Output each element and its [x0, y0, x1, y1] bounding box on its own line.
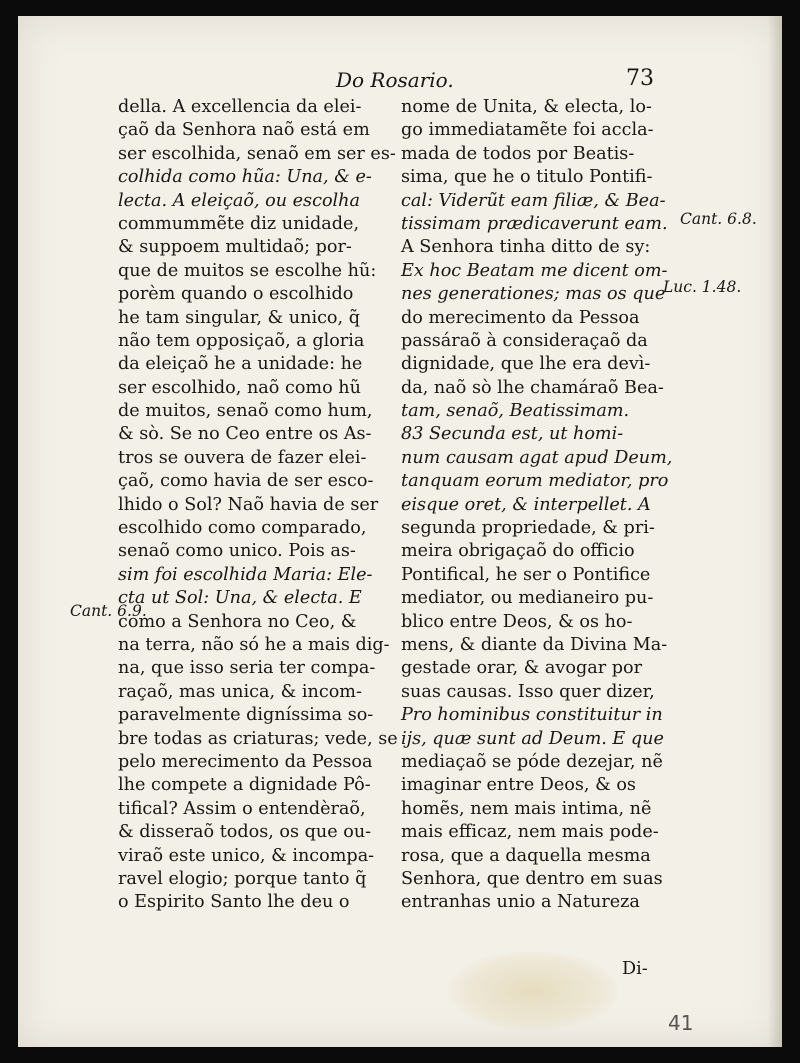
right-column-line: rosa, que a daquella mesma	[401, 845, 651, 866]
right-column-line: cal: Viderũt eam filiæ, & Bea-	[401, 190, 666, 211]
page-edge-shadow	[768, 16, 782, 1047]
right-column-line: homẽs, nem mais intima, nẽ	[401, 798, 652, 819]
right-column-line: Ex hoc Beatam me dicent om-	[401, 260, 668, 281]
left-column-line: & sò. Se no Ceo entre os As-	[118, 424, 372, 445]
left-column-line: escolhido como comparado,	[118, 518, 367, 539]
book-page	[18, 16, 782, 1047]
margin-note-cant-left: Cant. 6.9.	[70, 602, 147, 620]
left-column-line: viraõ este unico, & incompa-	[118, 845, 375, 866]
left-column-line: que de muitos se escolhe hũ:	[118, 260, 377, 281]
left-column-line: pelo merecimento da Pessoa	[118, 751, 373, 772]
right-column-line: tam, senaõ, Beatissimam.	[401, 401, 630, 422]
right-column-line: passáraõ à consideraçaõ da	[401, 330, 648, 351]
right-column-line: ijs, quæ sunt ad Deum. E que	[401, 728, 664, 749]
right-column-line: da, naõ sò lhe chamáraõ Bea-	[401, 377, 664, 398]
left-column-line: porèm quando o escolhido	[118, 284, 354, 305]
right-column-line: eisque oret, & interpellet. A	[401, 494, 651, 515]
water-stain	[448, 951, 618, 1031]
right-column-line: mediator, ou medianeiro pu-	[401, 588, 654, 609]
catchword: Di-	[622, 959, 648, 979]
right-column-line: do merecimento da Pessoa	[401, 307, 640, 328]
left-column-line: como a Senhora no Ceo, &	[118, 611, 357, 632]
margin-note-cant-right: Cant. 6.8.	[680, 210, 757, 228]
right-column-line: entranhas unio a Natureza	[401, 892, 640, 913]
left-column-line: bre todas as criaturas; vede, se	[118, 728, 398, 749]
right-column-line: nes generationes; mas os que	[401, 284, 666, 305]
left-column-line: & disseraõ todos, os que ou-	[118, 822, 372, 843]
pencil-folio-number: 41	[668, 1011, 694, 1035]
right-column-line: nome de Unita, & electa, lo-	[401, 97, 652, 117]
right-column-line: Senhora, que dentro em suas	[401, 868, 663, 889]
left-column-line: na, que isso seria ter compa-	[118, 658, 376, 679]
left-column-line: o Espirito Santo lhe deu o	[118, 892, 350, 913]
left-column-line: colhida como hũa: Una, & e-	[118, 167, 372, 188]
left-column-line: lhe compete a dignidade Pô-	[118, 775, 371, 796]
left-column-line: paravelmente digníssima so-	[118, 705, 374, 726]
left-column-line: tros se ouvera de fazer elei-	[118, 447, 367, 468]
right-column-line: Pontifical, he ser o Pontifice	[401, 564, 651, 585]
left-column-line: commummẽte diz unidade,	[118, 213, 360, 234]
left-column-line: de muitos, senaõ como hum,	[118, 401, 373, 422]
right-column-line: A Senhora tinha ditto de sy:	[401, 237, 651, 258]
right-column-line: gestade orar, & avogar por	[401, 658, 642, 679]
right-column-line: tissimam prædicaverunt eam.	[401, 213, 668, 234]
margin-note-luc-right: Luc. 1.48.	[663, 278, 742, 296]
left-column-line: ravel elogio; porque tanto q̃	[118, 868, 367, 889]
right-column-line: mais efficaz, nem mais pode-	[401, 822, 659, 843]
left-column-line: na terra, não só he a mais dig-	[118, 634, 390, 655]
right-column-line: num causam agat apud Deum,	[401, 447, 673, 468]
right-column-line: mens, & diante da Divina Ma-	[401, 634, 668, 655]
left-column-line: he tam singular, & unico, q̃	[118, 307, 360, 328]
right-column-line: go immediatamẽte foi accla-	[401, 120, 654, 141]
right-column	[401, 96, 673, 915]
left-column-line: çaõ da Senhora naõ está em	[118, 120, 370, 141]
left-column-line: lecta. A eleiçaõ, ou escolha	[118, 190, 360, 211]
running-title: Do Rosario.	[336, 68, 454, 92]
left-column-line: sim foi escolhida Maria: Ele-	[118, 564, 373, 585]
right-column-line: mada de todos por Beatis-	[401, 143, 635, 164]
right-column-line: Pro hominibus constituitur in	[401, 705, 663, 726]
right-column-line: 83 Secunda est, ut homi-	[401, 424, 624, 445]
left-column-line: ser escolhida, senaõ em ser es-	[118, 143, 396, 164]
left-column-line: senaõ como unico. Pois as-	[118, 541, 356, 562]
right-column-line: mediaçaõ se póde dezejar, nẽ	[401, 751, 663, 772]
left-column-line: não tem opposiçaõ, a gloria	[118, 330, 365, 351]
right-column-line: sima, que he o titulo Pontifi-	[401, 167, 653, 188]
right-column-line: suas causas. Isso quer dizer,	[401, 681, 655, 702]
left-column-line: & suppoem multidaõ; por-	[118, 237, 352, 258]
page-number: 73	[626, 66, 654, 91]
right-column-line: dignidade, que lhe era devì-	[401, 354, 651, 375]
right-column-line: segunda propriedade, & pri-	[401, 518, 655, 539]
left-column-line: ser escolhido, naõ como hũ	[118, 377, 361, 398]
left-column-line: çaõ, como havia de ser esco-	[118, 471, 374, 492]
right-column-line: imaginar entre Deos, & os	[401, 775, 636, 796]
left-column-line: da eleiçaõ he a unidade: he	[118, 354, 363, 375]
left-column-line: tifical? Assim o entendèraõ,	[118, 798, 366, 819]
left-column	[118, 96, 398, 915]
left-column-line: raçaõ, mas unica, & incom-	[118, 681, 362, 702]
left-column-line: lhido o Sol? Naõ havia de ser	[118, 494, 379, 515]
right-column-line: meira obrigaçaõ do officio	[401, 541, 635, 562]
right-column-line: tanquam eorum mediator, pro	[401, 471, 669, 492]
left-column-line: della. A excellencia da elei-	[118, 97, 362, 117]
left-column-line: cta ut Sol: Una, & electa. E	[118, 588, 362, 609]
right-column-line: blico entre Deos, & os ho-	[401, 611, 633, 632]
